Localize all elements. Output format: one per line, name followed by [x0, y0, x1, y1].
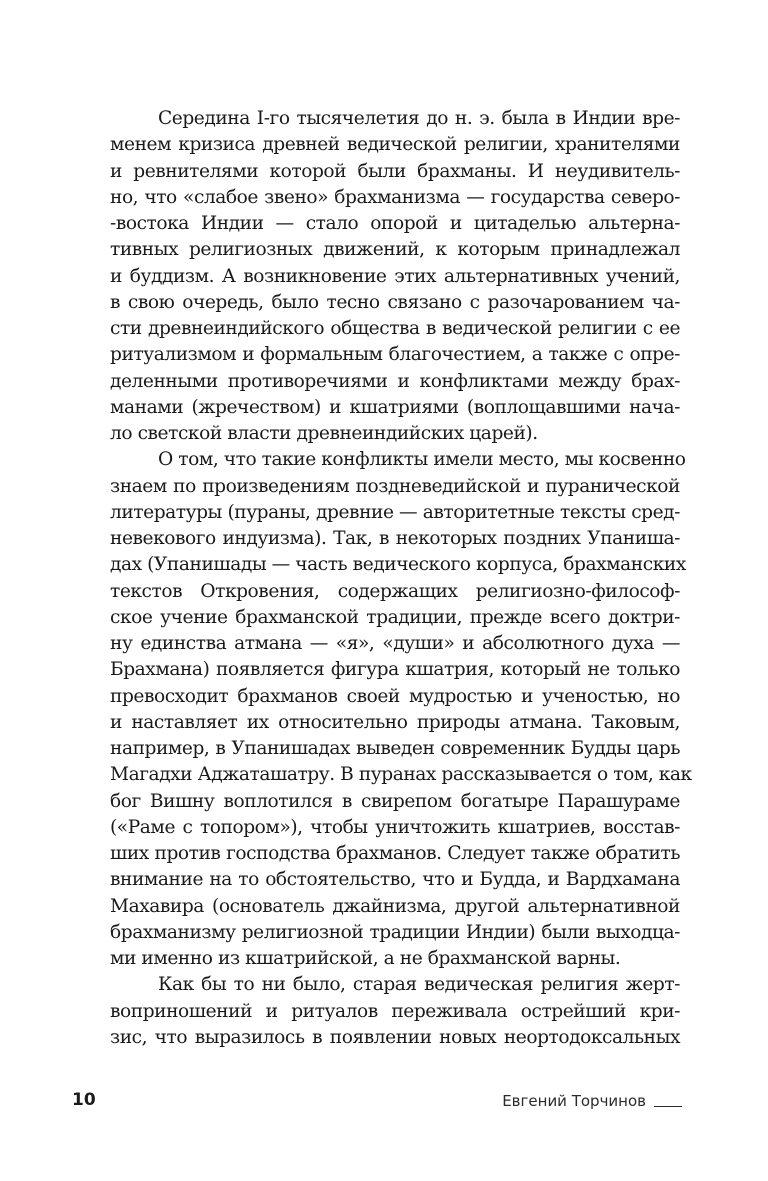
text-line: зис, что выразилось в появлении новых неортодоксальных	[110, 1026, 680, 1048]
running-head	[502, 1091, 682, 1111]
text-line: Середина I-го тысячелетия до н. э. была в Индии вре-	[158, 108, 680, 129]
text-line: деленными противоречиями и конфликтами между брах-	[110, 370, 680, 392]
body-text	[110, 106, 692, 1051]
text-line: («Раме с топором»), чтобы уничтожить кшатриев, восстав-	[110, 816, 680, 838]
text-line: ло светской власти древнеиндийских царей).	[110, 423, 538, 444]
text-line: в свою очередь, было тесно связано с разочарованием ча-	[110, 291, 680, 313]
text-line: менем кризиса древней ведической религии, хранителями	[110, 134, 680, 156]
text-line: бог Вишну воплотился в свирепом богатыре Парашураме	[110, 790, 680, 812]
author-name: Евгений Торчинов	[502, 1092, 646, 1110]
page-number: 10	[72, 1090, 96, 1110]
text-line: тивных религиозных движений, к которым принадлежал	[110, 239, 680, 261]
text-line: ших против господства брахманов. Следует также обратить	[110, 843, 680, 864]
paragraph-3	[110, 972, 680, 1051]
text-line: -востока Индии — стало опорой и цитаделью альтерна-	[110, 213, 680, 234]
text-line: манами (жречеством) и кшатриями (воплощавшими нача-	[110, 396, 680, 418]
text-line: сти древнеиндийского общества в ведической религии с ее	[110, 318, 680, 339]
text-line: Брахмана) появляется фигура кшатрия, который не только	[110, 659, 680, 681]
text-line: вoприношений и ритуалов переживала острейший кри-	[110, 1000, 680, 1022]
text-line: Махавира (основатель джайнизма, другой альтернативной	[110, 895, 680, 917]
text-line: и буддизм. А возникновение этих альтернативных учений,	[110, 265, 680, 287]
text-line: брахманизму религиозной традиции Индии) были выходца-	[110, 921, 680, 943]
paragraph-1	[110, 106, 680, 447]
text-line: но, что «слабое звено» брахманизма — государства северо-	[110, 186, 680, 208]
text-line: ритуализмом и формальным благочестием, а также с опре-	[110, 344, 680, 366]
text-line: например, в Упанишадах выведен современник Будды царь	[110, 738, 680, 759]
text-line: и ревнителями которой были брахманы. И неудивитель-	[110, 160, 680, 182]
page-footer	[72, 1090, 682, 1112]
text-line: Магадхи Аджаташатру. В пуранах рассказывается о том, как	[110, 764, 692, 786]
text-line: ну единства атмана — «я», «души» и абсолютного духа —	[110, 633, 680, 654]
text-line: ми именно из кшатрийской, а не брахманской варны.	[110, 948, 621, 969]
text-line: ское учение брахманской традиции, прежде всего доктри-	[110, 606, 680, 628]
text-line: текстов Откровения, содержащих религиозно-философ-	[110, 580, 680, 602]
text-line: литературы (пураны, древние — авторитетные тексты сред-	[110, 501, 680, 523]
text-line: невекового индуизма). Так, в некоторых поздних Упаниша-	[110, 528, 680, 549]
text-line: превосходит брахманов своей мудростью и ученостью, но	[110, 685, 680, 707]
text-line: и наставляет их относительно природы атмана. Таковым,	[110, 711, 680, 733]
paragraph-2	[110, 447, 692, 972]
text-line: Как бы то ни было, старая ведическая религия жерт-	[158, 974, 680, 996]
text-line: внимание на то обстоятельство, что и Будда, и Вардхамана	[110, 869, 680, 891]
text-line: дах (Упанишады — часть ведического корпуса, брахманских	[110, 554, 686, 576]
text-line: О том, что такие конфликты имели место, мы косвенно	[158, 449, 686, 471]
running-head-rule	[654, 1106, 682, 1107]
text-line: знаем по произведениям поздневедийской и пуранической	[110, 475, 680, 497]
